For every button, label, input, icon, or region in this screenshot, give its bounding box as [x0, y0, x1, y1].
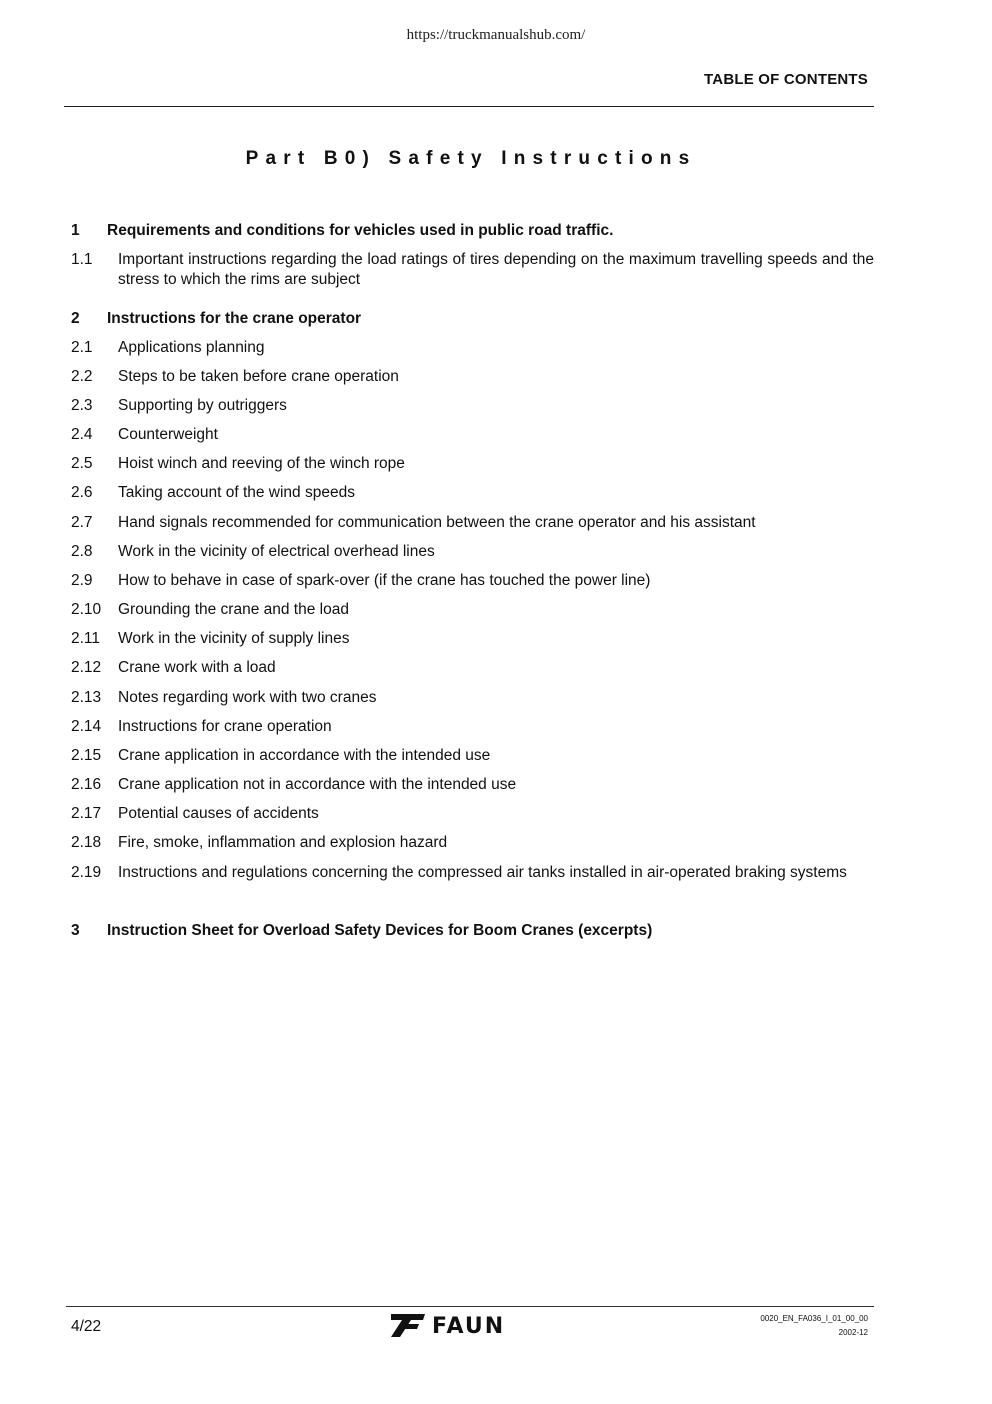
toc-entry-2-16	[71, 775, 874, 795]
page-number: 4/22	[71, 1318, 102, 1335]
toc-number: 1	[71, 222, 80, 239]
toc-title: Crane work with a load	[118, 659, 276, 676]
toc-entry-2-1	[71, 338, 874, 358]
toc-number: 2.19	[71, 864, 102, 881]
toc-number: 2.8	[71, 543, 93, 560]
toc-number: 2.3	[71, 397, 93, 414]
toc-entry-2-5	[71, 454, 874, 474]
toc-title: Instructions for crane operation	[118, 718, 332, 735]
toc-title: Requirements and conditions for vehicles used in public road traffic.	[107, 222, 614, 239]
part-title: Part B0) Safety Instructions	[245, 148, 697, 169]
toc-number: 2.9	[71, 572, 93, 589]
toc-number: 2.13	[71, 689, 102, 706]
toc-entry-2-6	[71, 483, 874, 503]
toc-entry-2-4	[71, 425, 874, 445]
toc-number: 2.7	[71, 514, 93, 531]
toc-entry-2-15	[71, 746, 874, 766]
toc-number: 2.10	[71, 601, 102, 618]
toc-number: 2.4	[71, 426, 93, 443]
toc-title: Taking account of the wind speeds	[118, 484, 355, 501]
toc-title: Notes regarding work with two cranes	[118, 689, 377, 706]
toc-entry-2-18	[71, 833, 874, 853]
toc-entry-2-8	[71, 542, 874, 562]
toc-entry-2-3	[71, 396, 874, 416]
toc-number: 2	[71, 310, 80, 327]
toc-entry-1-1	[71, 250, 874, 289]
toc-entry-2-9	[71, 571, 874, 591]
toc-title: Crane application not in accordance with the intended use	[118, 776, 517, 793]
toc-number: 2.1	[71, 339, 93, 356]
toc-number: 2.5	[71, 455, 93, 472]
toc-entry-2-17	[71, 804, 874, 824]
toc-title: Instruction Sheet for Overload Safety Devices for Boom Cranes (excerpts)	[107, 922, 653, 939]
toc-entry-2-11	[71, 629, 874, 649]
toc-title: Hand signals recommended for communication between the crane operator and his assistant	[118, 514, 756, 531]
toc-number: 2.17	[71, 805, 102, 822]
toc-number: 3	[71, 922, 80, 939]
toc-entry-3	[71, 921, 874, 941]
toc-title: Work in the vicinity of supply lines	[118, 630, 350, 647]
toc-entry-2-10	[71, 600, 874, 620]
toc-number: 2.16	[71, 776, 102, 793]
toc-title: Applications planning	[118, 339, 265, 356]
document-date: 2002-12	[838, 1328, 868, 1337]
logo-wordmark: FAUN	[432, 1314, 506, 1339]
section-label: TABLE OF CONTENTS	[704, 71, 868, 88]
toc-title: Steps to be taken before crane operation	[118, 368, 399, 385]
toc-entry-1	[71, 221, 874, 241]
toc-entry-2-2	[71, 367, 874, 387]
toc-title: Crane application in accordance with the intended use	[118, 747, 491, 764]
toc-number: 2.14	[71, 718, 102, 735]
toc-title: Counterweight	[118, 426, 218, 443]
toc-number: 2.11	[71, 630, 101, 647]
toc-title: Important instructions regarding the load ratings of tires depending on the maximum travelling speeds and the stress to which the rims are subject	[118, 251, 874, 288]
toc-number: 2.6	[71, 484, 93, 501]
toc-title: Potential causes of accidents	[118, 805, 319, 822]
header-divider	[64, 106, 874, 107]
toc-title: Instructions and regulations concerning the compressed air tanks installed in air-operated braking systems	[118, 864, 847, 881]
faun-logo	[389, 1311, 549, 1339]
footer-divider	[66, 1306, 874, 1307]
toc-title: Grounding the crane and the load	[118, 601, 349, 618]
toc-title: Work in the vicinity of electrical overhead lines	[118, 543, 435, 560]
toc-title: Instructions for the crane operator	[107, 310, 362, 327]
document-code-block	[760, 1312, 868, 1340]
toc-number: 2.2	[71, 368, 93, 385]
toc-number: 2.18	[71, 834, 102, 851]
toc-entry-2-7	[71, 513, 874, 533]
toc-number: 2.15	[71, 747, 102, 764]
toc-entry-2-19	[71, 863, 874, 883]
toc-entry-2-13	[71, 688, 874, 708]
toc-title: Fire, smoke, inflammation and explosion hazard	[118, 834, 448, 851]
toc-entry-2-14	[71, 717, 874, 737]
toc-entry-2	[71, 309, 874, 329]
toc-number: 1.1	[71, 251, 93, 268]
document-code: 0020_EN_FA036_I_01_00_00	[760, 1314, 868, 1323]
toc-title: Hoist winch and reeving of the winch rope	[118, 455, 405, 472]
toc-title: How to behave in case of spark-over (if the crane has touched the power line)	[118, 572, 651, 589]
toc-title: Supporting by outriggers	[118, 397, 287, 414]
toc-entry-2-12	[71, 658, 874, 678]
source-url: https://truckmanualshub.com/	[406, 27, 586, 43]
toc-number: 2.12	[71, 659, 102, 676]
